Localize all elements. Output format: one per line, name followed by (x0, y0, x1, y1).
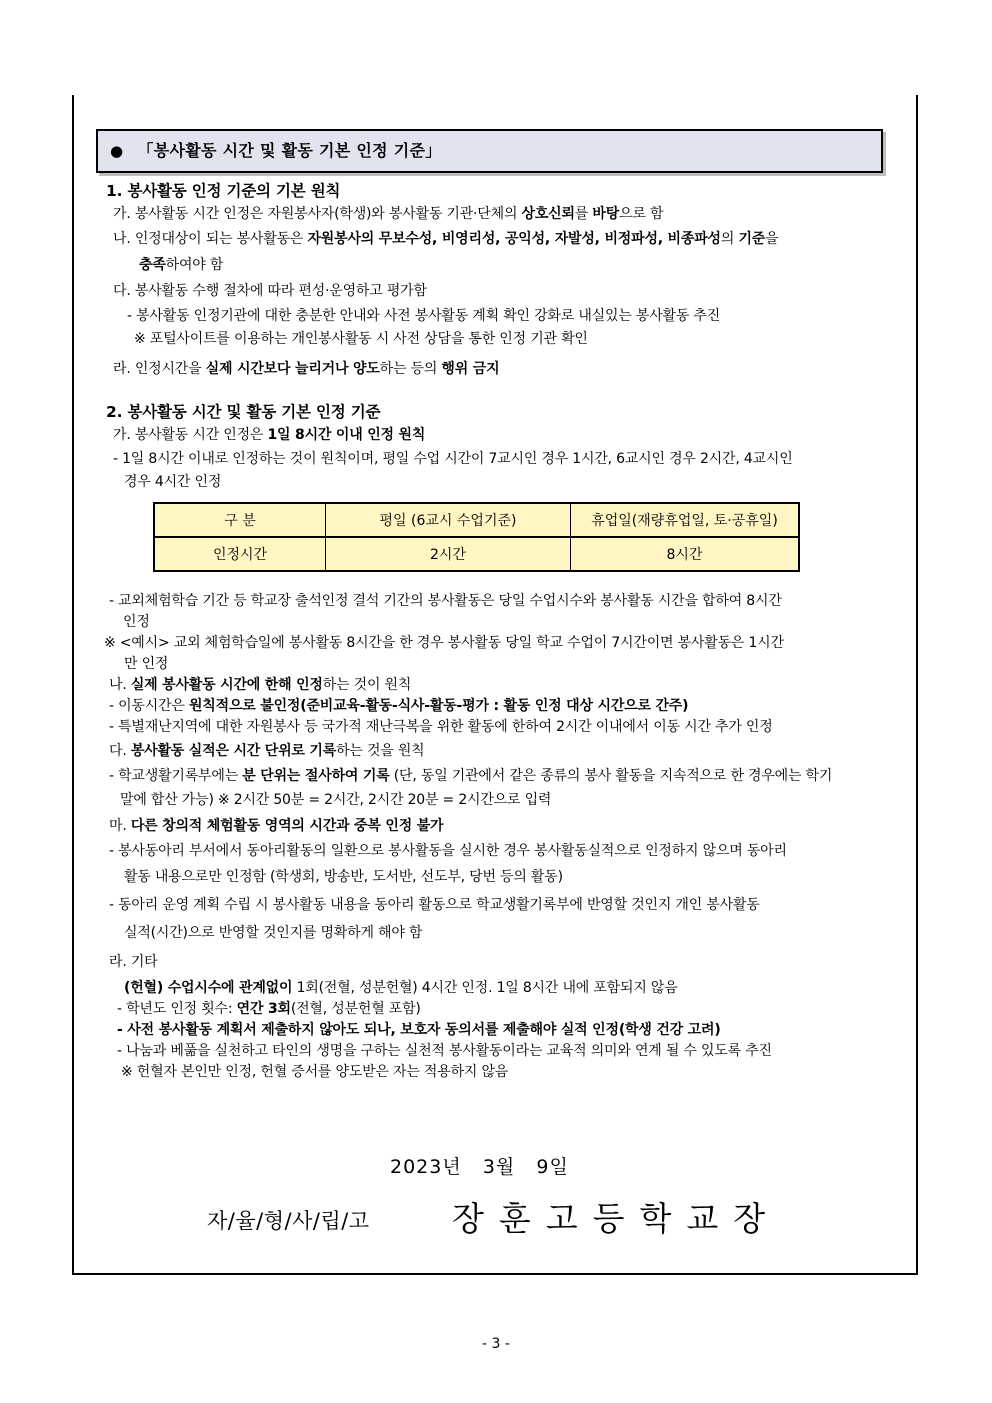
s2-field-trip-1: - 교외체험학습 기간 등 학교장 출석인정 결석 기간의 봉사활동은 당일 수업시수와 봉사활동 시간을 합하여 8시간 (109, 593, 782, 609)
s2-item-ga-sub1: - 1일 8시간 이내로 인정하는 것이 원칙이며, 평일 수업 시간이 7교시인 경우 1시간, 6교시인 경우 2시간, 4교시인 (113, 451, 793, 467)
s2-item-ga-sub2: 경우 4시간 인정 (124, 474, 222, 490)
s2-field-trip-2: 인정 (123, 614, 150, 630)
document-date: 2023년 3월 9일 (390, 1156, 569, 1178)
section-banner (96, 129, 883, 173)
s2-item-na-sub1: - 이동시간은 원칙적으로 불인정(준비교육-활동-식사-활동-평가 : 활동 인정 대상 시간으로 간주) (109, 698, 689, 714)
school-type: 자/율/형/사/립/고 (207, 1209, 370, 1233)
s2-item-ma-sub1: - 봉사동아리 부서에서 동아리활동의 일환으로 봉사활동을 실시한 경우 봉사활동실적으로 인정하지 않으며 동아리 (109, 843, 787, 859)
s1-item-na-cont: 충족하여야 함 (139, 257, 224, 273)
s2-item-ra-consent: - 사전 봉사활동 계획서 제출하지 않아도 되나, 보호자 동의서를 제출해야 실적 인정(학생 건강 고려) (117, 1022, 721, 1038)
table-cell: 2시간 (326, 537, 571, 571)
s2-item-ga: 가. 봉사활동 시간 인정은 1일 8시간 이내 인정 원칙 (113, 427, 426, 443)
table-cell: 인정시간 (154, 537, 326, 571)
bullet-icon: ● (110, 142, 124, 160)
s1-item-da-sub1: - 봉사활동 인정기관에 대한 충분한 안내와 사전 봉사활동 계획 확인 강화로 내실있는 봉사활동 추진 (127, 308, 721, 324)
section2-heading: 2. 봉사활동 시간 및 활동 기본 인정 기준 (106, 403, 381, 421)
s1-item-da-note: ※ 포털사이트를 이용하는 개인봉사활동 시 사전 상담을 통한 인정 기관 확인 (134, 331, 588, 347)
s2-item-na: 나. 실제 봉사활동 시간에 한해 인정하는 것이 원칙 (109, 677, 412, 693)
section1-heading: 1. 봉사활동 인정 기준의 기본 원칙 (106, 182, 341, 200)
table-row (154, 537, 799, 571)
table-header-cell: 휴업일(재량휴업일, 토·공휴일) (571, 503, 800, 537)
s1-item-ga: 가. 봉사활동 시간 인정은 자원봉사자(학생)와 봉사활동 기관·단체의 상호신뢰를 바탕으로 함 (113, 206, 664, 222)
s2-item-ma-sub3: - 동아리 운영 계획 수립 시 봉사활동 내용을 동아리 활동으로 학교생활기록부에 반영할 것인지 개인 봉사활동 (109, 897, 760, 913)
s1-item-da: 다. 봉사활동 수행 절차에 따라 편성·운영하고 평가함 (113, 283, 427, 299)
s2-item-ma-sub2: 활동 내용으로만 인정함 (학생회, 방송반, 도서반, 선도부, 당번 등의 활동) (124, 869, 563, 885)
hours-table (153, 502, 800, 572)
s2-item-ra-note: ※ 헌혈자 본인만 인정, 헌혈 증서를 양도받은 자는 적용하지 않음 (121, 1064, 509, 1080)
s2-item-da-sub2: 말에 합산 가능) ※ 2시간 50분 = 2시간, 2시간 20분 = 2시간으로 입력 (120, 792, 552, 808)
table-header-row (154, 503, 799, 537)
table-header-cell: 구 분 (154, 503, 326, 537)
table-cell: 8시간 (571, 537, 800, 571)
s2-item-ra-count: - 학년도 인정 횟수: 연간 3회(전혈, 성분헌혈 포함) (117, 1001, 421, 1017)
s1-item-na: 나. 인정대상이 되는 봉사활동은 자원봉사의 무보수성, 비영리성, 공익성, 자발성, 비정파성, 비종파성의 기준을 (113, 231, 779, 247)
s1-item-ra: 라. 인정시간을 실제 시간보다 늘리거나 양도하는 등의 행위 금지 (113, 361, 500, 377)
s2-item-ra: 라. 기타 (109, 954, 158, 970)
table-header-cell: 평일 (6교시 수업기준) (326, 503, 571, 537)
banner-title: 「봉사활동 시간 및 활동 기본 인정 기준」 (137, 141, 442, 160)
s2-item-da-sub1: - 학교생활기록부에는 분 단위는 절사하여 기록 (단, 동일 기관에서 같은 종류의 봉사 활동을 지속적으로 한 경우에는 학기 (109, 768, 833, 784)
s2-item-ra-blood: (헌혈) 수업시수에 관계없이 1회(전혈, 성분헌혈) 4시간 인정. 1일 8시간 내에 포함되지 않음 (124, 980, 678, 996)
s2-item-da: 다. 봉사활동 실적은 시간 단위로 기록하는 것을 원칙 (109, 743, 425, 759)
s2-item-ra-meaning: - 나눔과 베풂을 실천하고 타인의 생명을 구하는 실천적 봉사활동이라는 교육적 의미와 연계 될 수 있도록 추진 (117, 1043, 772, 1059)
s2-example-1: ※ <예시> 교외 체험학습일에 봉사활동 8시간을 한 경우 봉사활동 당일 학교 수업이 7시간이면 봉사활동은 1시간 (104, 635, 784, 651)
s2-item-ma-sub4: 실적(시간)으로 반영할 것인지를 명확하게 해야 함 (124, 925, 423, 941)
principal-signature: 장훈고등학교장 (452, 1199, 781, 1238)
s2-item-na-sub2: - 특별재난지역에 대한 자원봉사 등 국가적 재난극복을 위한 활동에 한하여 2시간 이내에서 이동 시간 추가 인정 (109, 719, 773, 735)
s2-item-ma: 마. 다른 창의적 체험활동 영역의 시간과 중복 인정 불가 (109, 818, 444, 834)
page-number: - 3 - (482, 1336, 510, 1352)
s2-example-2: 만 인정 (124, 656, 169, 672)
